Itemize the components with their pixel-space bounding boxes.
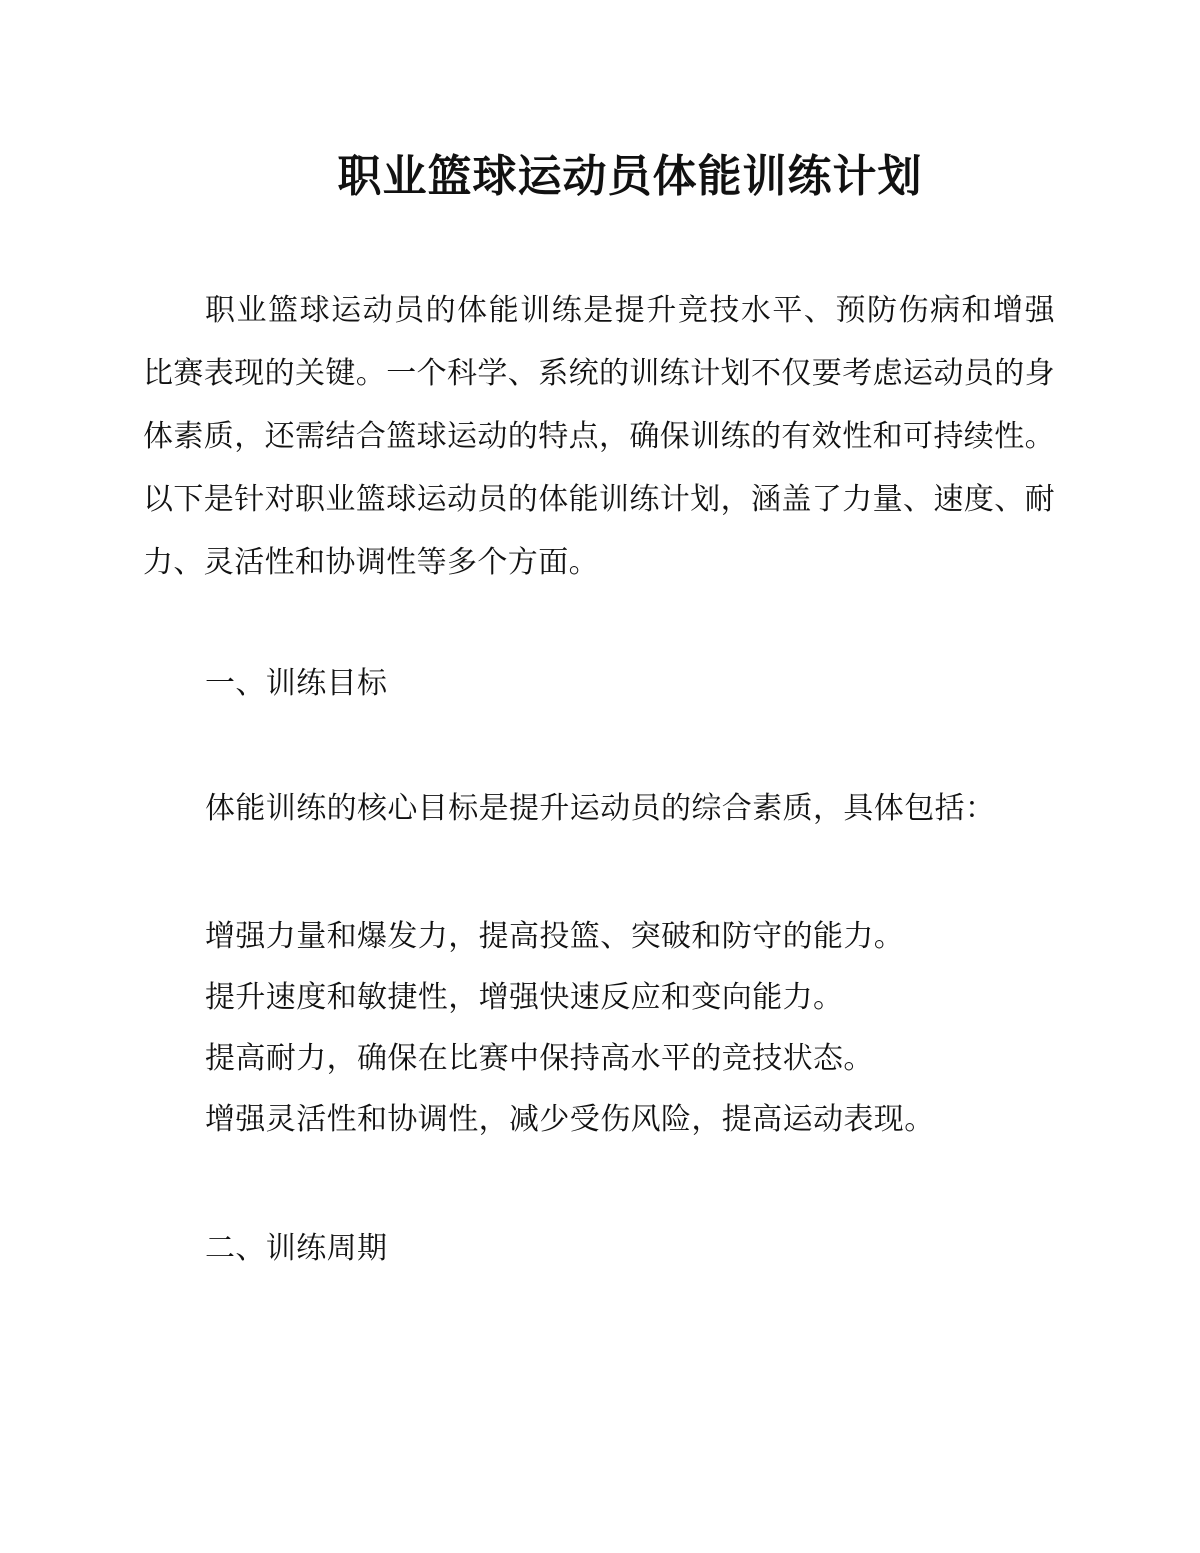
goals-lead-text: 体能训练的核心目标是提升运动员的综合素质，具体包括： — [205, 791, 996, 826]
goal-item: 提升速度和敏捷性，增强快速反应和变向能力。 — [205, 980, 844, 1015]
goals-list — [205, 906, 935, 1150]
section-heading-goals: 一、训练目标 — [205, 666, 388, 701]
goal-item: 提高耐力，确保在比赛中保持高水平的竞技状态。 — [205, 1041, 874, 1076]
intro-paragraph: 职业篮球运动员的体能训练是提升竞技水平、预防伤病和增强比赛表现的关键。一个科学、系统的训练计划不仅要考虑运动员的身体素质，还需结合篮球运动的特点，确保训练的有效性和可持续性。以下是针对职业篮球运动员的体能训练计划，涵盖了力量、速度、耐力、灵活性和协调性等多个方面。 — [143, 293, 1055, 580]
document-title: 职业篮球运动员体能训练计划 — [337, 151, 923, 202]
goal-item: 增强力量和爆发力，提高投篮、突破和防守的能力。 — [205, 919, 905, 954]
section-heading-cycle: 二、训练周期 — [205, 1231, 388, 1266]
goal-item: 增强灵活性和协调性，减少受伤风险，提高运动表现。 — [205, 1102, 935, 1137]
